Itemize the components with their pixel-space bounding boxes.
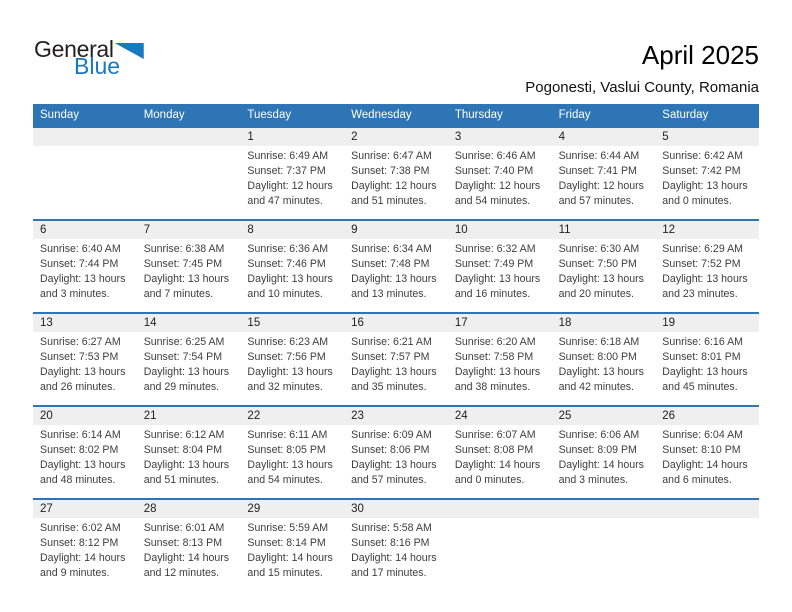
day-cell-27 <box>33 500 137 591</box>
day-details <box>344 425 448 488</box>
day-cell-16 <box>344 314 448 405</box>
daylight-text: Daylight: 13 hours <box>247 459 333 471</box>
daylight-text: and 57 minutes. <box>351 474 427 486</box>
sunset-text: Sunset: 7:56 PM <box>247 351 326 363</box>
day-header-wednesday: Wednesday <box>351 109 412 121</box>
sunrise-text: Sunrise: 6:25 AM <box>143 336 225 348</box>
sunset-text: Sunset: 8:05 PM <box>247 444 326 456</box>
sunrise-text: Sunrise: 6:30 AM <box>558 243 640 255</box>
day-details <box>552 332 656 395</box>
daylight-text: and 13 minutes. <box>351 288 427 300</box>
page-title: April 2025 <box>641 40 759 70</box>
daylight-text: and 3 minutes. <box>558 474 629 486</box>
day-details <box>655 239 759 302</box>
day-cell-22 <box>240 407 344 498</box>
sunset-text: Sunset: 8:01 PM <box>662 351 741 363</box>
daylight-text: and 0 minutes. <box>662 195 732 207</box>
day-number: 23 <box>344 407 448 425</box>
daylight-text: and 0 minutes. <box>454 474 525 486</box>
daylight-text: Daylight: 12 hours <box>454 180 541 192</box>
week-row <box>33 219 759 312</box>
sunset-text: Sunset: 8:00 PM <box>558 351 637 363</box>
generalblue-logo <box>34 38 144 78</box>
daylight-text: Daylight: 13 hours <box>40 273 126 285</box>
day-number <box>655 500 759 518</box>
day-details <box>552 146 656 209</box>
daylight-text: Daylight: 14 hours <box>247 552 333 564</box>
sunrise-text: Sunrise: 6:02 AM <box>40 522 121 534</box>
day-details <box>448 239 552 302</box>
daylight-text: Daylight: 14 hours <box>558 459 644 471</box>
logo-general-text: General <box>34 36 114 62</box>
daylight-text: and 20 minutes. <box>558 288 634 300</box>
day-header-sunday: Sunday <box>40 109 80 121</box>
day-number <box>33 128 137 146</box>
daylight-text: and 54 minutes. <box>454 195 531 207</box>
sunset-text: Sunset: 8:16 PM <box>351 537 430 549</box>
sunrise-text: Sunrise: 5:59 AM <box>247 522 329 534</box>
sunset-text: Sunset: 7:44 PM <box>40 258 119 270</box>
day-cell-7 <box>137 221 241 312</box>
day-cell-12 <box>655 221 759 312</box>
calendar-body <box>33 126 759 591</box>
day-cell-3 <box>448 128 552 219</box>
daylight-text: and 23 minutes. <box>662 288 738 300</box>
day-number: 29 <box>240 500 344 518</box>
daylight-text: and 51 minutes. <box>143 474 220 486</box>
daylight-text: and 57 minutes. <box>558 195 634 207</box>
sunrise-text: Sunrise: 6:21 AM <box>351 336 432 348</box>
day-cell-2 <box>344 128 448 219</box>
sunset-text: Sunset: 7:53 PM <box>40 351 119 363</box>
day-number <box>137 128 241 146</box>
sunset-text: Sunset: 8:09 PM <box>558 444 637 456</box>
day-number: 30 <box>344 500 448 518</box>
day-number: 27 <box>33 500 137 518</box>
day-details <box>33 146 137 149</box>
day-cell-empty <box>137 128 241 219</box>
day-header-friday: Friday <box>558 109 591 121</box>
day-cell-15 <box>240 314 344 405</box>
day-cell-28 <box>137 500 241 591</box>
sunset-text: Sunset: 7:41 PM <box>558 165 637 177</box>
sunset-text: Sunset: 7:54 PM <box>143 351 223 363</box>
sunrise-text: Sunrise: 6:38 AM <box>143 243 225 255</box>
day-number: 21 <box>137 407 241 425</box>
day-cell-1 <box>240 128 344 219</box>
sunrise-text: Sunrise: 6:09 AM <box>351 429 432 441</box>
daylight-text: Daylight: 13 hours <box>558 273 644 285</box>
sunrise-text: Sunrise: 6:20 AM <box>454 336 536 348</box>
sunrise-text: Sunrise: 6:04 AM <box>662 429 743 441</box>
daylight-text: Daylight: 13 hours <box>143 366 230 378</box>
day-details <box>33 332 137 395</box>
sunset-text: Sunset: 8:10 PM <box>662 444 741 456</box>
sunrise-text: Sunrise: 6:06 AM <box>558 429 640 441</box>
day-number <box>552 500 656 518</box>
daylight-text: and 48 minutes. <box>40 474 116 486</box>
day-number: 3 <box>448 128 552 146</box>
daylight-text: Daylight: 13 hours <box>351 459 437 471</box>
day-number: 11 <box>552 221 656 239</box>
day-number: 22 <box>240 407 344 425</box>
sunset-text: Sunset: 7:38 PM <box>351 165 430 177</box>
day-cell-4 <box>552 128 656 219</box>
daylight-text: Daylight: 13 hours <box>40 459 126 471</box>
sunrise-text: Sunrise: 6:07 AM <box>454 429 536 441</box>
daylight-text: Daylight: 13 hours <box>351 366 437 378</box>
day-number: 25 <box>552 407 656 425</box>
sunrise-text: Sunrise: 5:58 AM <box>351 522 432 534</box>
day-cell-empty <box>448 500 552 591</box>
sunrise-text: Sunrise: 6:46 AM <box>454 150 536 162</box>
daylight-text: and 45 minutes. <box>662 381 738 393</box>
calendar-table <box>33 104 759 591</box>
day-cell-21 <box>137 407 241 498</box>
day-header-tuesday: Tuesday <box>247 109 292 121</box>
daylight-text: Daylight: 14 hours <box>351 552 437 564</box>
day-details <box>137 239 241 302</box>
daylight-text: Daylight: 13 hours <box>662 366 748 378</box>
sunset-text: Sunset: 8:13 PM <box>143 537 223 549</box>
daylight-text: and 35 minutes. <box>351 381 427 393</box>
sunset-text: Sunset: 7:49 PM <box>454 258 534 270</box>
day-cell-23 <box>344 407 448 498</box>
daylight-text: Daylight: 13 hours <box>662 180 748 192</box>
day-details <box>137 425 241 488</box>
sunset-text: Sunset: 8:14 PM <box>247 537 326 549</box>
day-details <box>137 146 241 149</box>
day-details <box>137 332 241 395</box>
day-number: 20 <box>33 407 137 425</box>
day-cell-19 <box>655 314 759 405</box>
day-details <box>448 518 552 521</box>
daylight-text: Daylight: 13 hours <box>454 273 541 285</box>
daylight-text: and 15 minutes. <box>247 567 323 579</box>
day-cell-29 <box>240 500 344 591</box>
day-details <box>240 332 344 395</box>
day-details <box>33 518 137 581</box>
sunrise-text: Sunrise: 6:16 AM <box>662 336 743 348</box>
sunrise-text: Sunrise: 6:49 AM <box>247 150 329 162</box>
day-details <box>552 518 656 521</box>
day-header-row <box>33 104 759 126</box>
day-number: 7 <box>137 221 241 239</box>
sunset-text: Sunset: 7:58 PM <box>454 351 534 363</box>
logo-blue-text: Blue <box>74 53 121 79</box>
sunset-text: Sunset: 8:02 PM <box>40 444 119 456</box>
sunset-text: Sunset: 8:04 PM <box>143 444 223 456</box>
day-cell-empty <box>33 128 137 219</box>
day-cell-18 <box>552 314 656 405</box>
daylight-text: Daylight: 13 hours <box>40 366 126 378</box>
daylight-text: and 47 minutes. <box>247 195 323 207</box>
day-details <box>448 425 552 488</box>
sunrise-text: Sunrise: 6:18 AM <box>558 336 640 348</box>
day-details <box>240 425 344 488</box>
day-cell-17 <box>448 314 552 405</box>
daylight-text: Daylight: 13 hours <box>247 366 333 378</box>
daylight-text: and 54 minutes. <box>247 474 323 486</box>
day-number: 18 <box>552 314 656 332</box>
sunrise-text: Sunrise: 6:14 AM <box>40 429 121 441</box>
day-cell-6 <box>33 221 137 312</box>
day-cell-empty <box>552 500 656 591</box>
day-details <box>552 425 656 488</box>
day-cell-8 <box>240 221 344 312</box>
daylight-text: and 17 minutes. <box>351 567 427 579</box>
day-details <box>552 239 656 302</box>
day-cell-24 <box>448 407 552 498</box>
day-number: 9 <box>344 221 448 239</box>
daylight-text: and 42 minutes. <box>558 381 634 393</box>
day-details <box>137 518 241 581</box>
daylight-text: and 32 minutes. <box>247 381 323 393</box>
day-number: 17 <box>448 314 552 332</box>
week-row <box>33 126 759 219</box>
daylight-text: Daylight: 12 hours <box>558 180 644 192</box>
day-number: 14 <box>137 314 241 332</box>
sunrise-text: Sunrise: 6:11 AM <box>247 429 328 441</box>
sunrise-text: Sunrise: 6:40 AM <box>40 243 121 255</box>
day-details <box>240 239 344 302</box>
daylight-text: and 3 minutes. <box>40 288 110 300</box>
day-number: 2 <box>344 128 448 146</box>
week-row <box>33 405 759 498</box>
daylight-text: and 10 minutes. <box>247 288 323 300</box>
day-cell-13 <box>33 314 137 405</box>
daylight-text: Daylight: 13 hours <box>454 366 541 378</box>
day-details <box>448 146 552 209</box>
sunrise-text: Sunrise: 6:32 AM <box>454 243 536 255</box>
day-number: 19 <box>655 314 759 332</box>
day-details <box>33 239 137 302</box>
daylight-text: and 6 minutes. <box>662 474 732 486</box>
day-cell-30 <box>344 500 448 591</box>
sunrise-text: Sunrise: 6:29 AM <box>662 243 743 255</box>
sunrise-text: Sunrise: 6:42 AM <box>662 150 743 162</box>
daylight-text: Daylight: 12 hours <box>351 180 437 192</box>
sunrise-text: Sunrise: 6:44 AM <box>558 150 640 162</box>
day-number: 8 <box>240 221 344 239</box>
day-cell-25 <box>552 407 656 498</box>
day-number: 16 <box>344 314 448 332</box>
sunset-text: Sunset: 7:46 PM <box>247 258 326 270</box>
sunset-text: Sunset: 7:50 PM <box>558 258 637 270</box>
sunrise-text: Sunrise: 6:01 AM <box>143 522 225 534</box>
day-details <box>344 518 448 581</box>
sunset-text: Sunset: 7:48 PM <box>351 258 430 270</box>
day-header-thursday: Thursday <box>454 109 503 121</box>
week-row <box>33 312 759 405</box>
page-subtitle: Pogonesti, Vaslui County, Romania <box>525 79 759 96</box>
day-number: 28 <box>137 500 241 518</box>
day-number <box>448 500 552 518</box>
daylight-text: and 26 minutes. <box>40 381 116 393</box>
sunset-text: Sunset: 7:37 PM <box>247 165 326 177</box>
day-details <box>240 146 344 209</box>
sunset-text: Sunset: 7:42 PM <box>662 165 741 177</box>
daylight-text: and 29 minutes. <box>143 381 220 393</box>
day-details <box>240 518 344 581</box>
day-number: 1 <box>240 128 344 146</box>
daylight-text: Daylight: 13 hours <box>143 459 230 471</box>
daylight-text: Daylight: 13 hours <box>143 273 230 285</box>
daylight-text: and 9 minutes. <box>40 567 110 579</box>
day-cell-26 <box>655 407 759 498</box>
day-number: 26 <box>655 407 759 425</box>
day-cell-empty <box>655 500 759 591</box>
daylight-text: Daylight: 13 hours <box>247 273 333 285</box>
day-details <box>655 332 759 395</box>
sunset-text: Sunset: 7:40 PM <box>454 165 534 177</box>
daylight-text: Daylight: 13 hours <box>351 273 437 285</box>
daylight-text: Daylight: 14 hours <box>662 459 748 471</box>
day-cell-11 <box>552 221 656 312</box>
day-number: 5 <box>655 128 759 146</box>
day-details <box>344 239 448 302</box>
sunset-text: Sunset: 8:08 PM <box>454 444 534 456</box>
sunrise-text: Sunrise: 6:34 AM <box>351 243 432 255</box>
daylight-text: and 7 minutes. <box>143 288 214 300</box>
day-cell-10 <box>448 221 552 312</box>
daylight-text: Daylight: 14 hours <box>454 459 541 471</box>
daylight-text: and 38 minutes. <box>454 381 531 393</box>
daylight-text: and 12 minutes. <box>143 567 220 579</box>
sunset-text: Sunset: 8:12 PM <box>40 537 119 549</box>
day-details <box>655 425 759 488</box>
sunrise-text: Sunrise: 6:12 AM <box>143 429 225 441</box>
day-details <box>655 146 759 209</box>
day-details <box>33 425 137 488</box>
daylight-text: Daylight: 14 hours <box>143 552 230 564</box>
day-details <box>344 332 448 395</box>
sunset-text: Sunset: 8:06 PM <box>351 444 430 456</box>
day-number: 10 <box>448 221 552 239</box>
day-details <box>448 332 552 395</box>
day-cell-5 <box>655 128 759 219</box>
daylight-text: and 16 minutes. <box>454 288 531 300</box>
day-number: 12 <box>655 221 759 239</box>
day-details <box>344 146 448 209</box>
sunset-text: Sunset: 7:52 PM <box>662 258 741 270</box>
day-header-saturday: Saturday <box>662 109 709 121</box>
day-number: 4 <box>552 128 656 146</box>
daylight-text: Daylight: 13 hours <box>662 273 748 285</box>
day-header-monday: Monday <box>143 109 185 121</box>
day-cell-9 <box>344 221 448 312</box>
day-details <box>655 518 759 521</box>
sunrise-text: Sunrise: 6:47 AM <box>351 150 432 162</box>
day-number: 6 <box>33 221 137 239</box>
day-number: 13 <box>33 314 137 332</box>
day-cell-14 <box>137 314 241 405</box>
sunset-text: Sunset: 7:57 PM <box>351 351 430 363</box>
sunset-text: Sunset: 7:45 PM <box>143 258 223 270</box>
daylight-text: Daylight: 14 hours <box>40 552 126 564</box>
day-cell-20 <box>33 407 137 498</box>
sunrise-text: Sunrise: 6:27 AM <box>40 336 121 348</box>
day-number: 15 <box>240 314 344 332</box>
daylight-text: Daylight: 13 hours <box>558 366 644 378</box>
daylight-text: Daylight: 12 hours <box>247 180 333 192</box>
sunrise-text: Sunrise: 6:36 AM <box>247 243 329 255</box>
sunrise-text: Sunrise: 6:23 AM <box>247 336 329 348</box>
daylight-text: and 51 minutes. <box>351 195 427 207</box>
week-row <box>33 498 759 591</box>
day-number: 24 <box>448 407 552 425</box>
